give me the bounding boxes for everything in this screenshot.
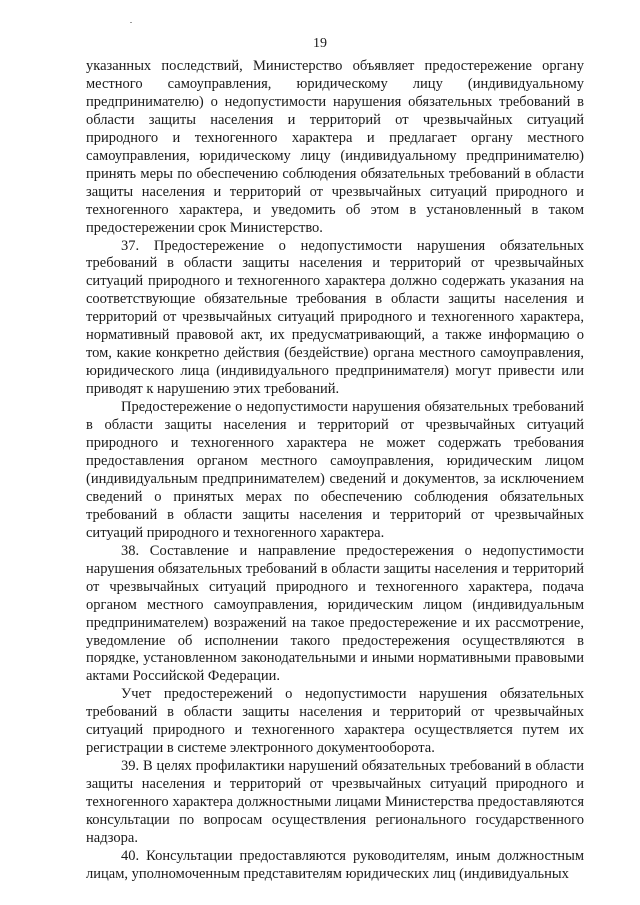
scan-speck <box>130 22 132 23</box>
paragraph-37-continued: Предостережение о недопустимости нарушения обязательных требований в области защиты населения и территорий от чрезвычайных ситуаций природного и техногенного характера не может содержать требования предоставления органом местного самоуправления, юридическим лицом (индивидуальным предпринимателем) сведений и документов, за исключением сведений о принятых мерах по обеспечению соблюдения обязательных требований в области защиты населения и территорий от чрезвычайных ситуаций природного и техногенного характера. <box>86 399 584 541</box>
page-number: 19 <box>313 36 327 51</box>
paragraph-38: 38. Составление и направление предостережения о недопустимости нарушения обязательных требований в области защиты населения и территорий от чрезвычайных ситуаций природного и техногенного характера, подача органом местного самоуправления, юридическим лицом (индивидуальным предпринимателем) возражений на такое предостережение и их рассмотрение, уведомление об исполнении такого предостережения осуществляются в порядке, установленном законодательными и иными нормативными правовыми актами Российской Федерации. <box>86 542 584 685</box>
paragraph-37: 37. Предостережение о недопустимости нарушения обязательных требований в области защиты населения и территорий от чрезвычайных ситуаций природного и техногенного характера должно содержать указания на соответствующие обязательные требования в области защиты населения и территорий от чрезвычайных ситуаций природного и техногенного характера, нормативный правовой акт, их предусматривающий, а также информацию о том, какие конкретно действия (бездействие) органа местного самоуправления, юридического лица (индивидуального предпринимателя) могут привести или приводят к нарушению этих требований. <box>86 237 584 398</box>
paragraph-38-registration: Учет предостережений о недопустимости нарушения обязательных требований в области защиты населения и территорий от чрезвычайных ситуаций природного и техногенного характера осуществляется путем их регистрации в системе электронного документооборота. <box>86 686 584 757</box>
paragraph-continuation: указанных последствий, Министерство объявляет предостережение органу местного самоуправления, юридическому лицу (индивидуальному предпринимателю) о недопустимости нарушения обязательных требований в области защиты населения и территорий от чрезвычайных ситуаций природного и техногенного характера и предлагает органу местного самоуправления, юридическому лицу (индивидуальному предпринимателю) принять меры по обеспечению соблюдения обязательных требований в области защиты населения и территорий от чрезвычайных ситуаций природного и техногенного характера, и уведомить об этом в установленный в таком предостережении срок Министерство. <box>86 58 584 236</box>
body-text <box>86 58 584 884</box>
paragraph-39: 39. В целях профилактики нарушений обязательных требований в области защиты населения и территорий от чрезвычайных ситуаций природного и техногенного характера должностными лицами Министерства предоставляются консультации по вопросам осуществления регионального государственного надзора. <box>86 758 584 846</box>
paragraph-40: 40. Консультации предоставляются руководителям, иным должностным лицам, уполномоченным представителям юридических лиц (индивидуальных <box>86 847 584 882</box>
